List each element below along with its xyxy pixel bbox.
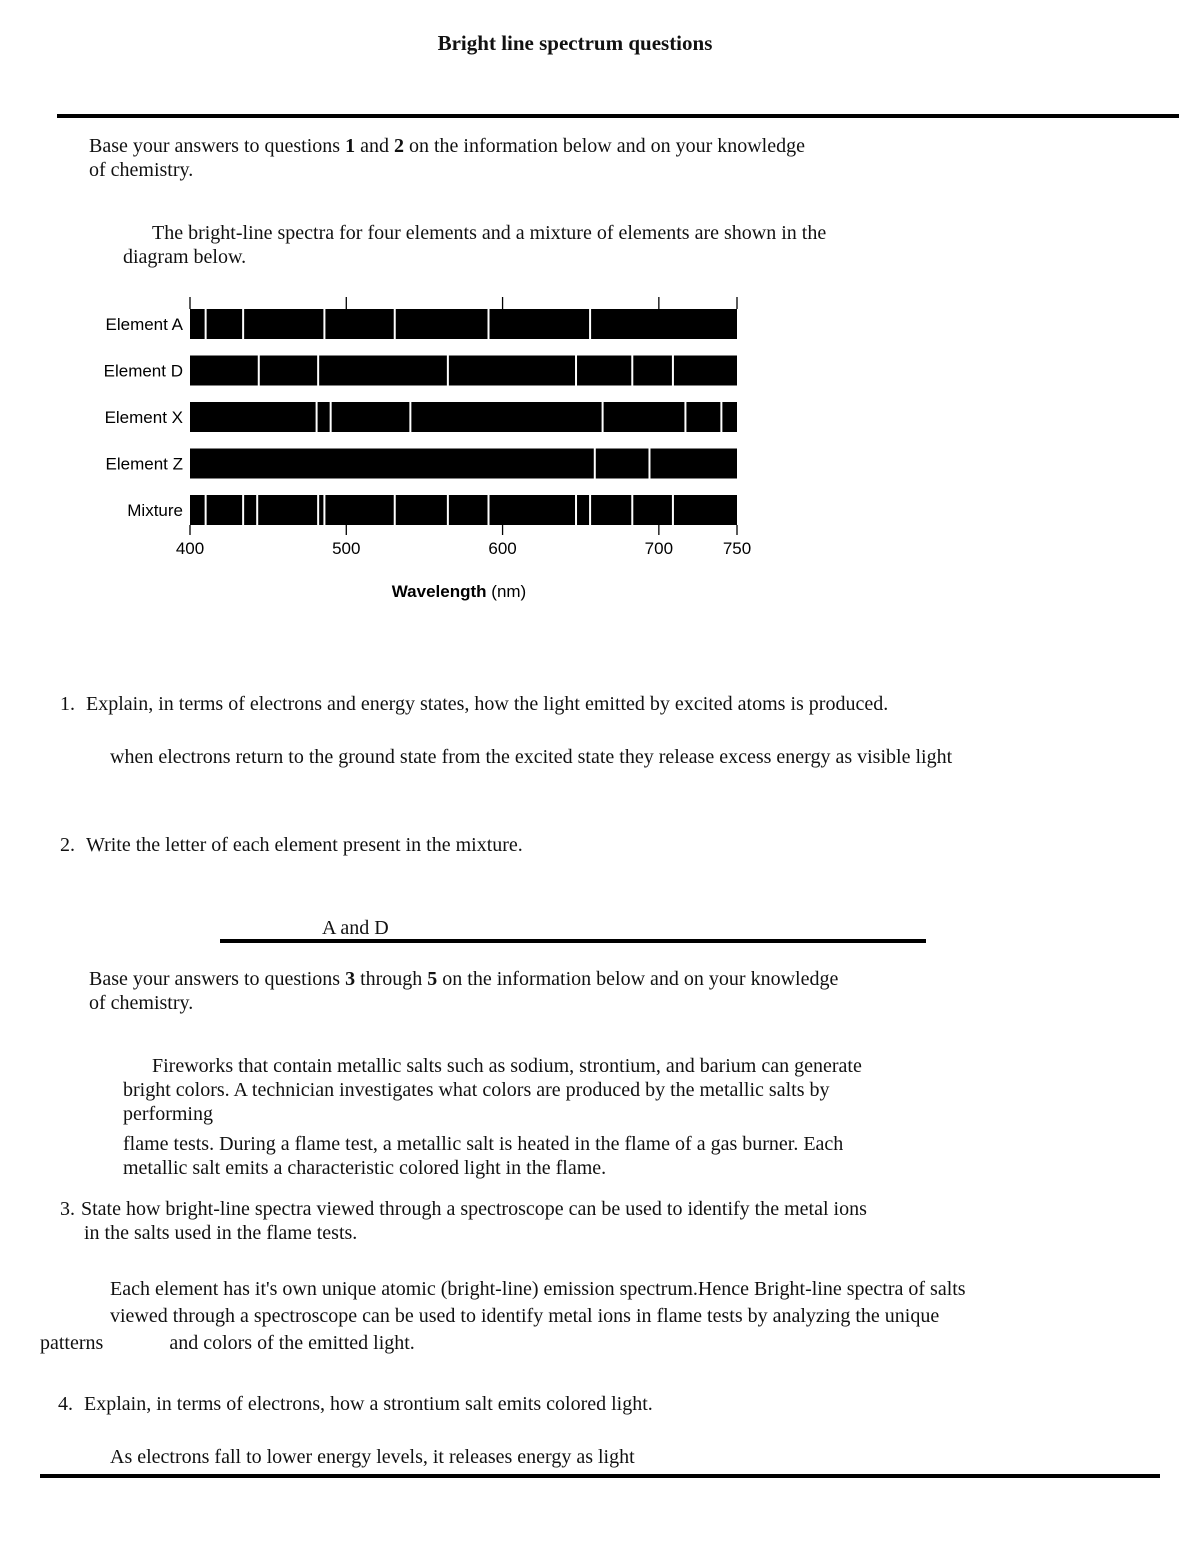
- info-paragraph-spectra: The bright-line spectra for four elements and a mixture of elements are shown in the diagram below.: [123, 222, 827, 268]
- emission-line: [720, 402, 722, 432]
- spectrum-row: [104, 356, 737, 386]
- emission-line: [575, 495, 577, 525]
- question-3: [60, 1197, 1160, 1245]
- question-number: 3.: [60, 1198, 75, 1220]
- spectrum-bar: [190, 402, 737, 432]
- spectrum-row: [106, 309, 738, 339]
- answer-2: A and D: [322, 917, 389, 939]
- emission-line: [488, 495, 490, 525]
- answer-3: Each element has it's own unique atomic (bright-line) emission spectrum.Hence Bright-line spectra of salts viewed through a spectroscope can be used to identify metal ions in flame tests by analyzing the unique patterns and colors of the emitted light.: [40, 1278, 966, 1354]
- x-axis-label: [392, 582, 526, 601]
- page-title: Bright line spectrum questions: [437, 31, 713, 55]
- emission-line: [447, 356, 449, 386]
- emission-line: [205, 309, 207, 339]
- emission-line: [394, 309, 396, 339]
- emission-line: [323, 495, 325, 525]
- emission-line: [256, 495, 258, 525]
- emission-line: [648, 449, 650, 479]
- emission-line: [330, 402, 332, 432]
- intro-line: of chemistry.: [89, 992, 194, 1014]
- emission-line: [589, 495, 591, 525]
- spectrum-row-label: Mixture: [127, 501, 183, 520]
- emission-line: [672, 495, 674, 525]
- question-ref: 5: [427, 968, 438, 990]
- emission-line: [631, 356, 633, 386]
- spectrum-row-label: Element A: [105, 315, 183, 334]
- intro-line: of chemistry.: [89, 159, 194, 181]
- emission-line: [317, 356, 319, 386]
- spectrum-row-label: Element Z: [105, 454, 183, 474]
- emission-line: [589, 309, 591, 339]
- emission-line: [258, 356, 260, 386]
- emission-line: [631, 495, 633, 525]
- tick-label: 500: [332, 539, 361, 558]
- question-1: [60, 692, 1160, 716]
- emission-line: [488, 309, 490, 339]
- emission-line: [316, 402, 318, 432]
- bright-line-spectra-chart: [80, 292, 780, 612]
- question-text: Explain, in terms of electrons and energy states, how the light emitted by excited atoms is produced.: [86, 693, 889, 715]
- emission-line: [242, 309, 244, 339]
- question-ref: 2: [393, 135, 404, 157]
- intro-line: Base your answers to questions 3 through 5 on the information below and on your knowledge: [89, 968, 839, 990]
- intro-questions-3-5: [89, 967, 1019, 1015]
- answer-2-underline: [220, 939, 926, 943]
- emission-line: [317, 495, 319, 525]
- spectrum-bar: [190, 356, 737, 386]
- question-2: [60, 833, 1160, 857]
- question-text: State how bright-line spectra viewed through a spectroscope can be used to identify the metal ions: [81, 1198, 867, 1220]
- info-paragraph-fireworks: Fireworks that contain metallic salts such as sodium, strontium, and barium can generate bright colors. A technician investigates what colors are produced by the metallic salts by performing flame tests. During a flame test, a metallic salt is heated in the flame of a gas burner. Each metallic salt emits a characteristic colored light in the flame.: [123, 1055, 862, 1179]
- emission-line: [409, 402, 411, 432]
- top-divider: [57, 114, 1179, 118]
- spectrum-bar: [190, 309, 737, 339]
- spectrum-row: [106, 449, 737, 479]
- spectrum-row-label: Element D: [103, 361, 183, 381]
- question-text: Write the letter of each element present in the mixture.: [86, 834, 523, 856]
- emission-line: [594, 449, 596, 479]
- question-4: [58, 1392, 1158, 1416]
- spectra-rows: [104, 309, 737, 525]
- emission-line: [672, 356, 674, 386]
- emission-line: [205, 495, 207, 525]
- emission-line: [684, 402, 686, 432]
- tick-label: 750: [722, 539, 752, 558]
- spectrum-row: [127, 495, 737, 525]
- emission-line: [575, 356, 577, 386]
- answer-1: when electrons return to the ground state from the excited state they release excess energy as visible light: [110, 746, 953, 768]
- question-number: 1.: [60, 693, 75, 715]
- spectrum-row-label: Element X: [104, 408, 183, 427]
- question-ref: 3: [345, 968, 356, 990]
- x-axis-label-main: Wavelength: [391, 582, 487, 601]
- tick-label: 700: [644, 539, 674, 558]
- bottom-divider: [40, 1474, 1160, 1478]
- emission-line: [242, 495, 244, 525]
- intro-line: Base your answers to questions 1 and 2 on the information below and on your knowledge: [89, 135, 805, 157]
- tick-label: 600: [488, 539, 517, 558]
- question-text: Explain, in terms of electrons, how a strontium salt emits colored light.: [84, 1393, 653, 1415]
- question-number: 2.: [60, 834, 75, 856]
- emission-line: [394, 495, 396, 525]
- question-number: 4.: [58, 1393, 73, 1415]
- question-text: in the salts used in the flame tests.: [84, 1222, 358, 1244]
- emission-line: [323, 309, 325, 339]
- spectrum-bar: [190, 449, 737, 479]
- spectrum-row: [105, 402, 737, 432]
- x-axis-label-unit: (nm): [491, 582, 527, 601]
- question-ref: 1: [345, 135, 356, 157]
- emission-line: [602, 402, 604, 432]
- spectrum-bar: [190, 495, 737, 525]
- emission-line: [447, 495, 449, 525]
- answer-4: As electrons fall to lower energy levels, it releases energy as light: [110, 1446, 635, 1468]
- tick-label: 400: [175, 539, 205, 558]
- intro-questions-1-2: [89, 134, 989, 182]
